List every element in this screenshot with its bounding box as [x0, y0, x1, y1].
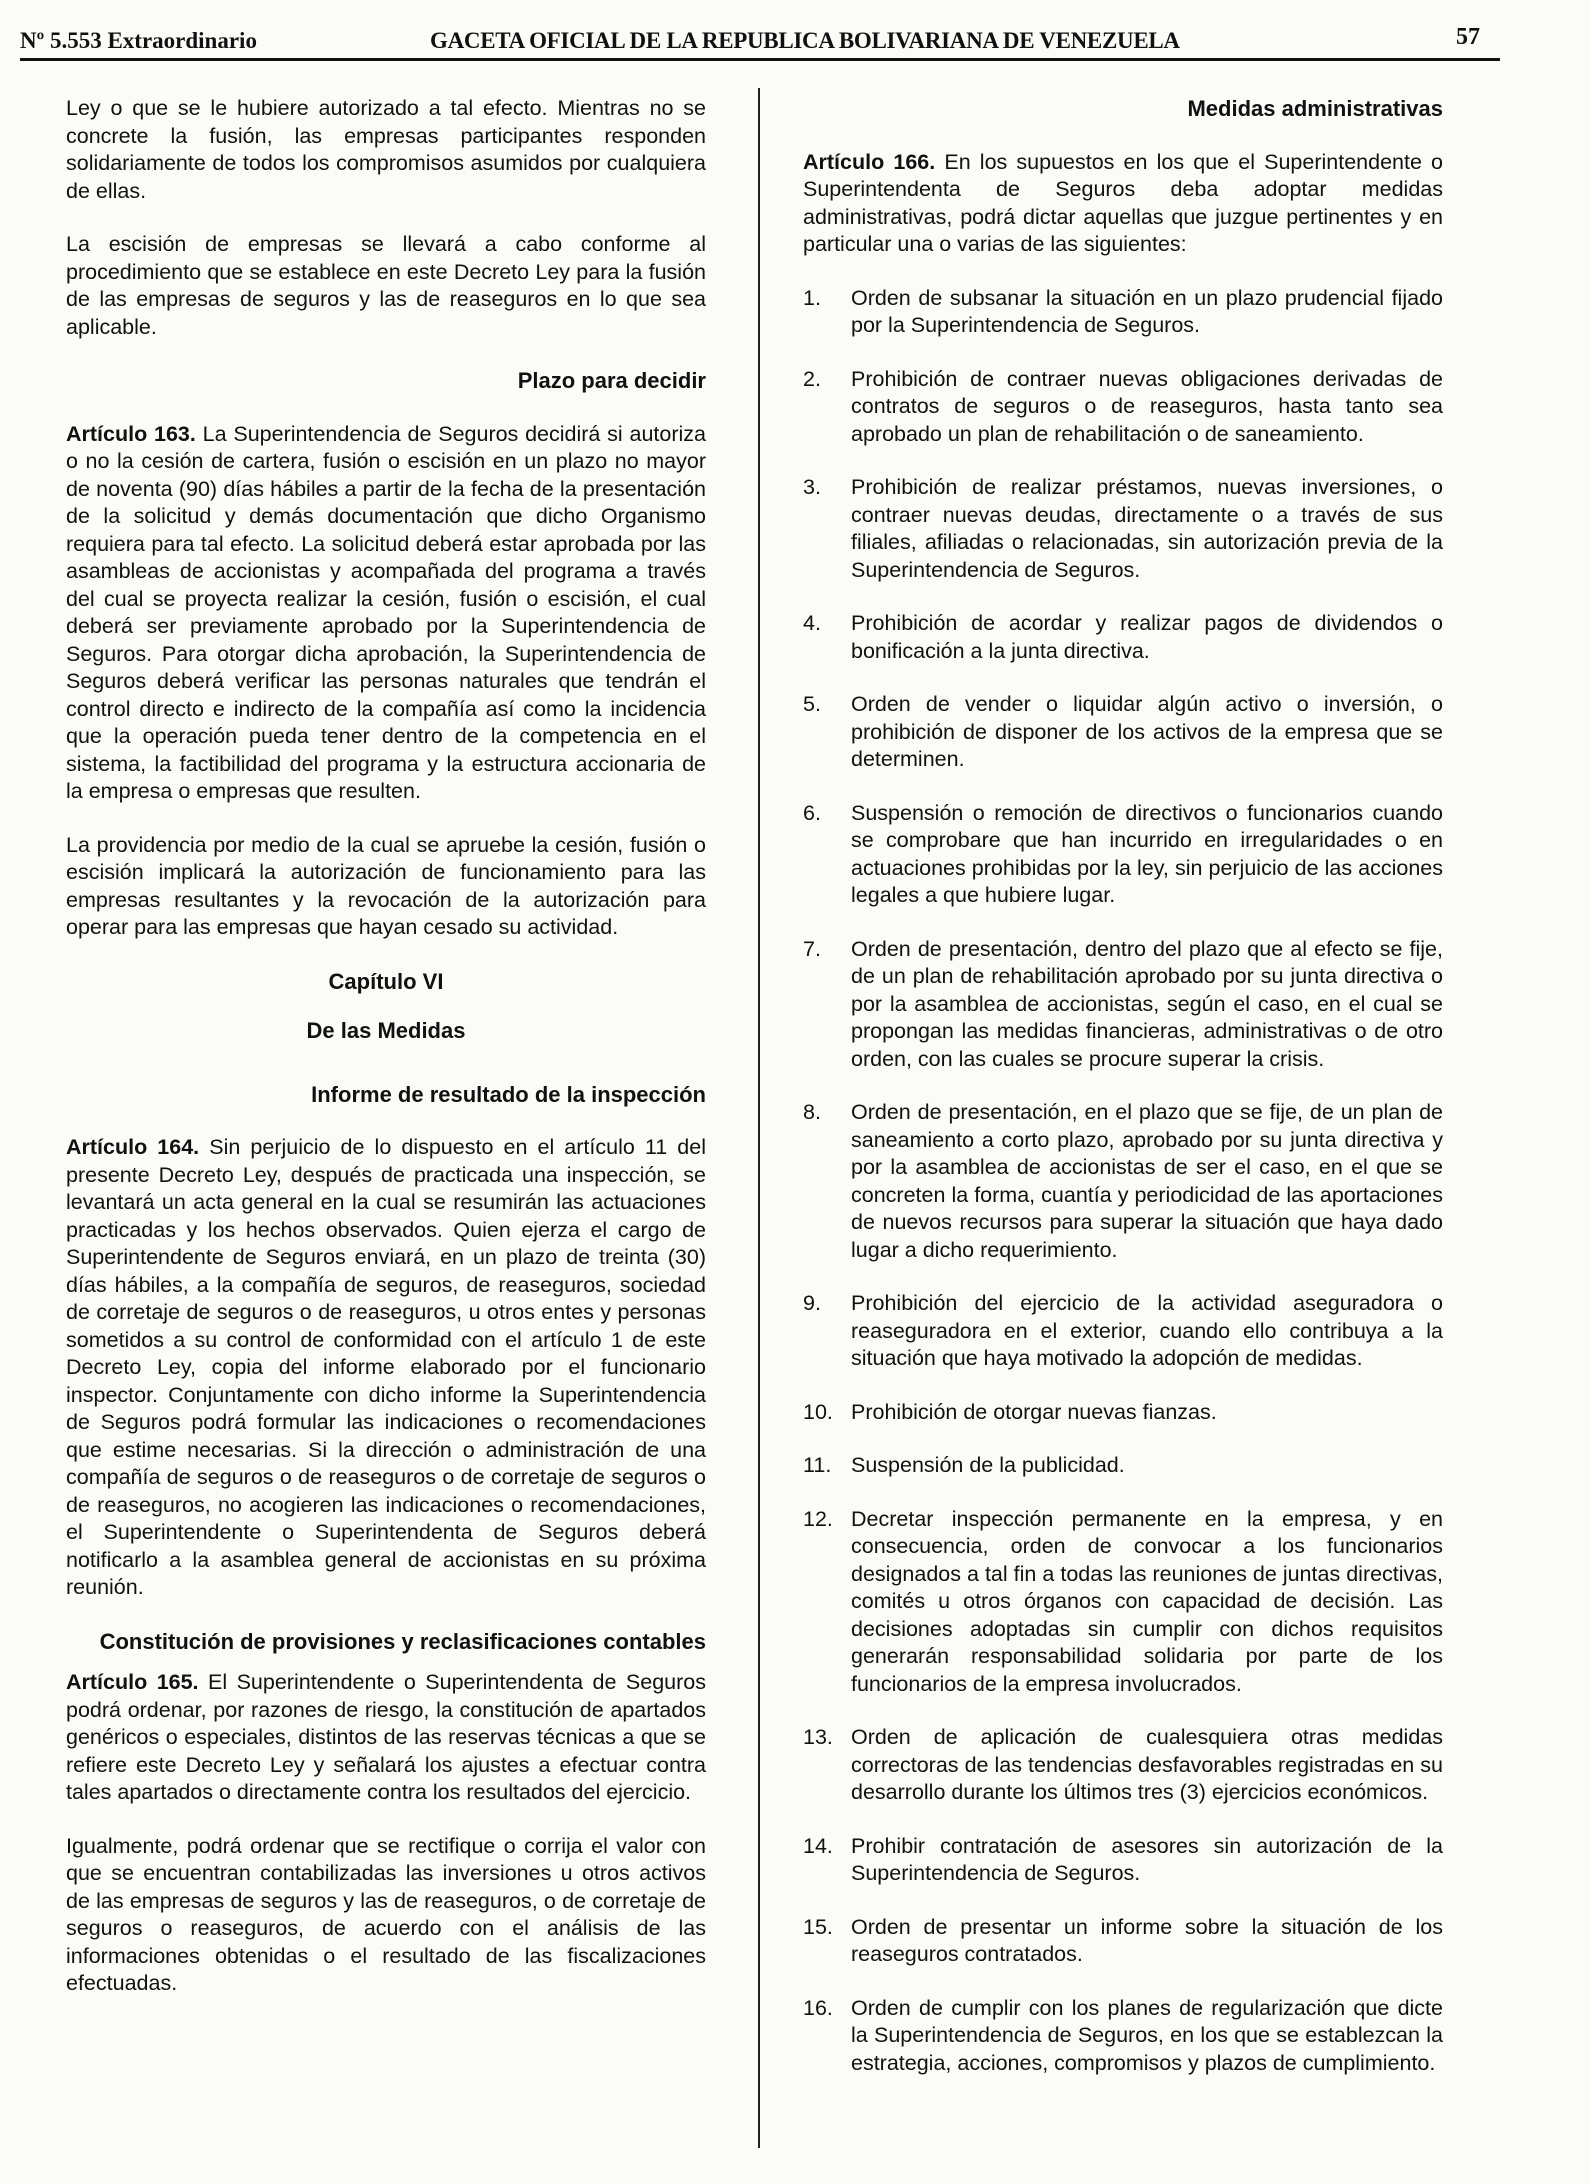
article-163-text: La Superintendencia de Seguros decidirá si autoriza o no la cesión de cartera, fusión o escisión en un plazo no mayor de noventa (90) días hábiles a partir de la fecha de la presentación de la solicitud y demás documentación que dicho Organismo requiera para tal efecto. La solicitud deberá estar aprobada por las asambleas de accionistas y acompañada del programa a través del cual se proyecta realizar la cesión, fusión o escisión, el cual deberá ser previamente aprobado por la Superintendencia de Seguros. Para otorgar dicha aprobación, la Superintendencia de Seguros deberá verificar las personas naturales que tendrán el control directo e indirecto de la compañía así como la incidencia que la operación pueda tener dentro de la competencia en el sistema, la factibilidad del programa y la estructura accionaria de la empresa o empresas que resulten.: [66, 421, 706, 803]
list-item-number: 14.: [803, 1833, 833, 1858]
list-item-text: Prohibición de realizar préstamos, nuevas inversiones, o contraer nuevas deudas, directamente o a través de sus filiales, afiliadas o relacionadas, sin autorización previa de la Superintendencia de Seguros.: [851, 475, 1443, 582]
heading-constitucion-provisiones: Constitución de provisiones y reclasificaciones contables: [99, 1628, 706, 1654]
chapter-number: Capítulo VI: [328, 968, 444, 994]
article-166-label: Artículo 166.: [803, 149, 936, 174]
list-item-text: Decretar inspección permanente en la empresa, y en consecuencia, orden de convocar a los funcionarios designados a tal fin a todas las reuniones de juntas directivas, comités u otros órganos con capacidad de decisión. Las decisiones adoptadas sin cumplir con dichos requisitos generarán responsabilidad solidaria por parte de los funcionarios de la empresa involucrados.: [851, 1506, 1443, 1696]
list-item-number: 2.: [803, 366, 821, 391]
article-166-text: En los supuestos en los que el Superintendente o Superintendenta de Seguros deba adoptar medidas administrativas, podrá dictar aquellas que juzgue pertinentes y en particular una o varias de las siguientes:: [803, 149, 1444, 256]
list-item-number: 7.: [803, 936, 821, 961]
article-165-label: Artículo 165.: [66, 1670, 199, 1694]
list-item-number: 6.: [803, 800, 821, 825]
list-item: [803, 1290, 1443, 1373]
list-item: [803, 1399, 1443, 1427]
heading-plazo-para-decidir: Plazo para decidir: [517, 368, 706, 393]
article-163: [66, 421, 706, 806]
list-item: [803, 285, 1443, 340]
list-item-text: Orden de presentación, dentro del plazo que al efecto se fije, de un plan de rehabilitación aprobado por su junta directiva o por la asamblea de accionistas, según el caso, en el cual se propongan las medidas financieras, administrativas o de otro orden, con las cuales se procure superar la crisis.: [851, 936, 1443, 1071]
list-item: [803, 936, 1443, 1074]
list-item: [803, 691, 1443, 774]
list-item-text: Prohibición de otorgar nuevas fianzas.: [851, 1399, 1217, 1424]
list-item-text: Prohibir contratación de asesores sin autorización de la Superintendencia de Seguros.: [851, 1833, 1443, 1885]
list-item: [803, 610, 1443, 665]
article-166: [803, 149, 1443, 259]
list-item-number: 5.: [803, 692, 821, 716]
list-item-text: Orden de aplicación de cualesquiera otras medidas correctoras de las tendencias desfavorables registradas en su desarrollo durante los últimos tres (3) ejercicios económicos.: [851, 1725, 1443, 1804]
chapter-title: De las Medidas: [306, 1018, 466, 1043]
page-number: 57: [1456, 24, 1480, 50]
list-item: [803, 474, 1443, 584]
issue-number: Nº 5.553 Extraordinario: [20, 28, 257, 53]
list-item-text: Orden de cumplir con los planes de regularización que dicte la Superintendencia de Seguros, en los que se establezcan la estrategia, acciones, compromisos y plazos de cumplimiento.: [851, 1995, 1443, 2075]
list-item: [803, 1099, 1443, 1264]
list-item-number: 13.: [803, 1725, 833, 1749]
article-165-text: El Superintendente o Superintendenta de Seguros podrá ordenar, por razones de riesgo, la constitución de apartados genéricos o especiales, distintos de las reservas técnicas a que se refiere este Decreto Ley y señalará los ajustes a efectuar contra tales apartados o directamente contra los resultados del ejercicio.: [66, 1670, 706, 1804]
list-item: [803, 1724, 1443, 1807]
list-item-text: Orden de presentación, en el plazo que se fije, de un plan de saneamiento a corto plazo, aprobado por su junta directiva y por la asamblea de accionistas de ser el caso, en el que se concreten la forma, cuantía y periodicidad de las aportaciones de nuevos recursos para superar la situación que haya dado lugar a dicho requerimiento.: [851, 1100, 1443, 1262]
paragraph-fusion: Ley o que se le hubiere autorizado a tal efecto. Mientras no se concrete la fusión, las empresas participantes responden solidariamente de todos los compromisos asumidos por cualquiera de ellas.: [66, 96, 706, 203]
article-165: [66, 1669, 706, 1807]
list-item-number: 15.: [803, 1914, 833, 1939]
paragraph-escision: La escisión de empresas se llevará a cabo conforme al procedimiento que se establece en este Decreto Ley para la fusión de las empresas de seguros y las de reaseguros en lo que sea aplicable.: [66, 232, 706, 339]
list-item-number: 11.: [803, 1453, 832, 1477]
list-item-number: 4.: [803, 611, 821, 635]
column-divider: [758, 88, 760, 2148]
measures-list: [803, 285, 1443, 2078]
list-item-text: Prohibición del ejercicio de la actividad aseguradora o reaseguradora en el exterior, cuando ello contribuya a la situación que haya motivado la adopción de medidas.: [851, 1291, 1443, 1370]
list-item-text: Suspensión de la publicidad.: [851, 1453, 1125, 1477]
paragraph-igualmente: Igualmente, podrá ordenar que se rectifique o corrija el valor con que se encuentran contabilizadas las inversiones u otros activos de las empresas de seguros y las de reaseguros, o de corretaje de seguros o reaseguros, de acuerdo con el análisis de las informaciones obtenidas o el resultado de las fiscalizaciones efectuadas.: [66, 1833, 706, 1995]
list-item-text: Prohibición de contraer nuevas obligaciones derivadas de contratos de seguros o de reaseguros, hasta tanto sea aprobado un plan de rehabilitación o de saneamiento.: [851, 366, 1443, 446]
heading-informe-inspeccion: Informe de resultado de la inspección: [311, 1081, 706, 1107]
list-item-number: 10.: [803, 1399, 833, 1424]
list-item: [803, 1506, 1443, 1699]
publication-title: GACETA OFICIAL DE LA REPUBLICA BOLIVARIANA DE VENEZUELA: [430, 28, 1180, 53]
list-item: [803, 800, 1443, 910]
right-column: [803, 95, 1443, 2103]
list-item-text: Suspensión o remoción de directivos o funcionarios cuando se comprobare que han incurrido en irregularidades o en actuaciones prohibidas por la ley, sin perjuicio de las acciones legales a que hubiere lugar.: [851, 800, 1443, 907]
list-item-text: Orden de subsanar la situación en un plazo prudencial fijado por la Superintendencia de Seguros.: [851, 285, 1443, 337]
left-column: [66, 95, 706, 2024]
list-item: [803, 1452, 1443, 1480]
list-item-number: 3.: [803, 475, 821, 499]
article-164-label: Artículo 164.: [66, 1135, 200, 1159]
list-item-text: Prohibición de acordar y realizar pagos de dividendos o bonificación a la junta directiva.: [851, 611, 1443, 663]
list-item: [803, 366, 1443, 449]
list-item: [803, 1833, 1443, 1888]
article-163-label: Artículo 163.: [66, 421, 196, 446]
paragraph-providencia: La providencia por medio de la cual se apruebe la cesión, fusión o escisión implicará la autorización de funcionamiento para las empresas resultantes y la revocación de la autorización para operar para las empresas que hayan cesado su actividad.: [66, 832, 706, 939]
list-item-text: Orden de presentar un informe sobre la situación de los reaseguros contratados.: [851, 1914, 1443, 1966]
article-164: [66, 1134, 706, 1602]
list-item-number: 16.: [803, 1995, 833, 2020]
list-item-number: 12.: [803, 1506, 833, 1531]
list-item-number: 1.: [803, 285, 821, 310]
list-item-number: 9.: [803, 1291, 821, 1315]
article-164-text: Sin perjuicio de lo dispuesto en el artículo 11 del presente Decreto Ley, después de practicada una inspección, se levantará un acta general en la cual se resumirán las actuaciones practicadas y los hechos observados. Quien ejerza el cargo de Superintendente de Seguros enviará, en un plazo de treinta (30) días hábiles, a la compañía de seguros, de reaseguros, sociedad de corretaje de seguros o de reaseguros, u otros entes y personas sometidos a su control de conformidad con el artículo 1 de este Decreto Ley, copia del informe elaborado por el funcionario inspector. Conjuntamente con dicho informe la Superintendencia de Seguros podrá formular las indicaciones o recomendaciones que estime necesarias. Si la dirección o administración de una compañía de seguros o de reaseguros o de corretaje de seguros o de reaseguros, no acogieren las indicaciones o recomendaciones, el Superintendente o Superintendenta de Seguros deberá notificarlo a la asamblea general de accionistas en su próxima reunión.: [66, 1135, 706, 1599]
list-item: [803, 1995, 1443, 2078]
heading-medidas-administrativas: Medidas administrativas: [1187, 96, 1443, 121]
list-item-text: Orden de vender o liquidar algún activo o inversión, o prohibición de disponer de los activos de la empresa que se determinen.: [851, 692, 1443, 771]
list-item: [803, 1914, 1443, 1969]
list-item-number: 8.: [803, 1100, 821, 1124]
page-header: [20, 18, 1500, 61]
